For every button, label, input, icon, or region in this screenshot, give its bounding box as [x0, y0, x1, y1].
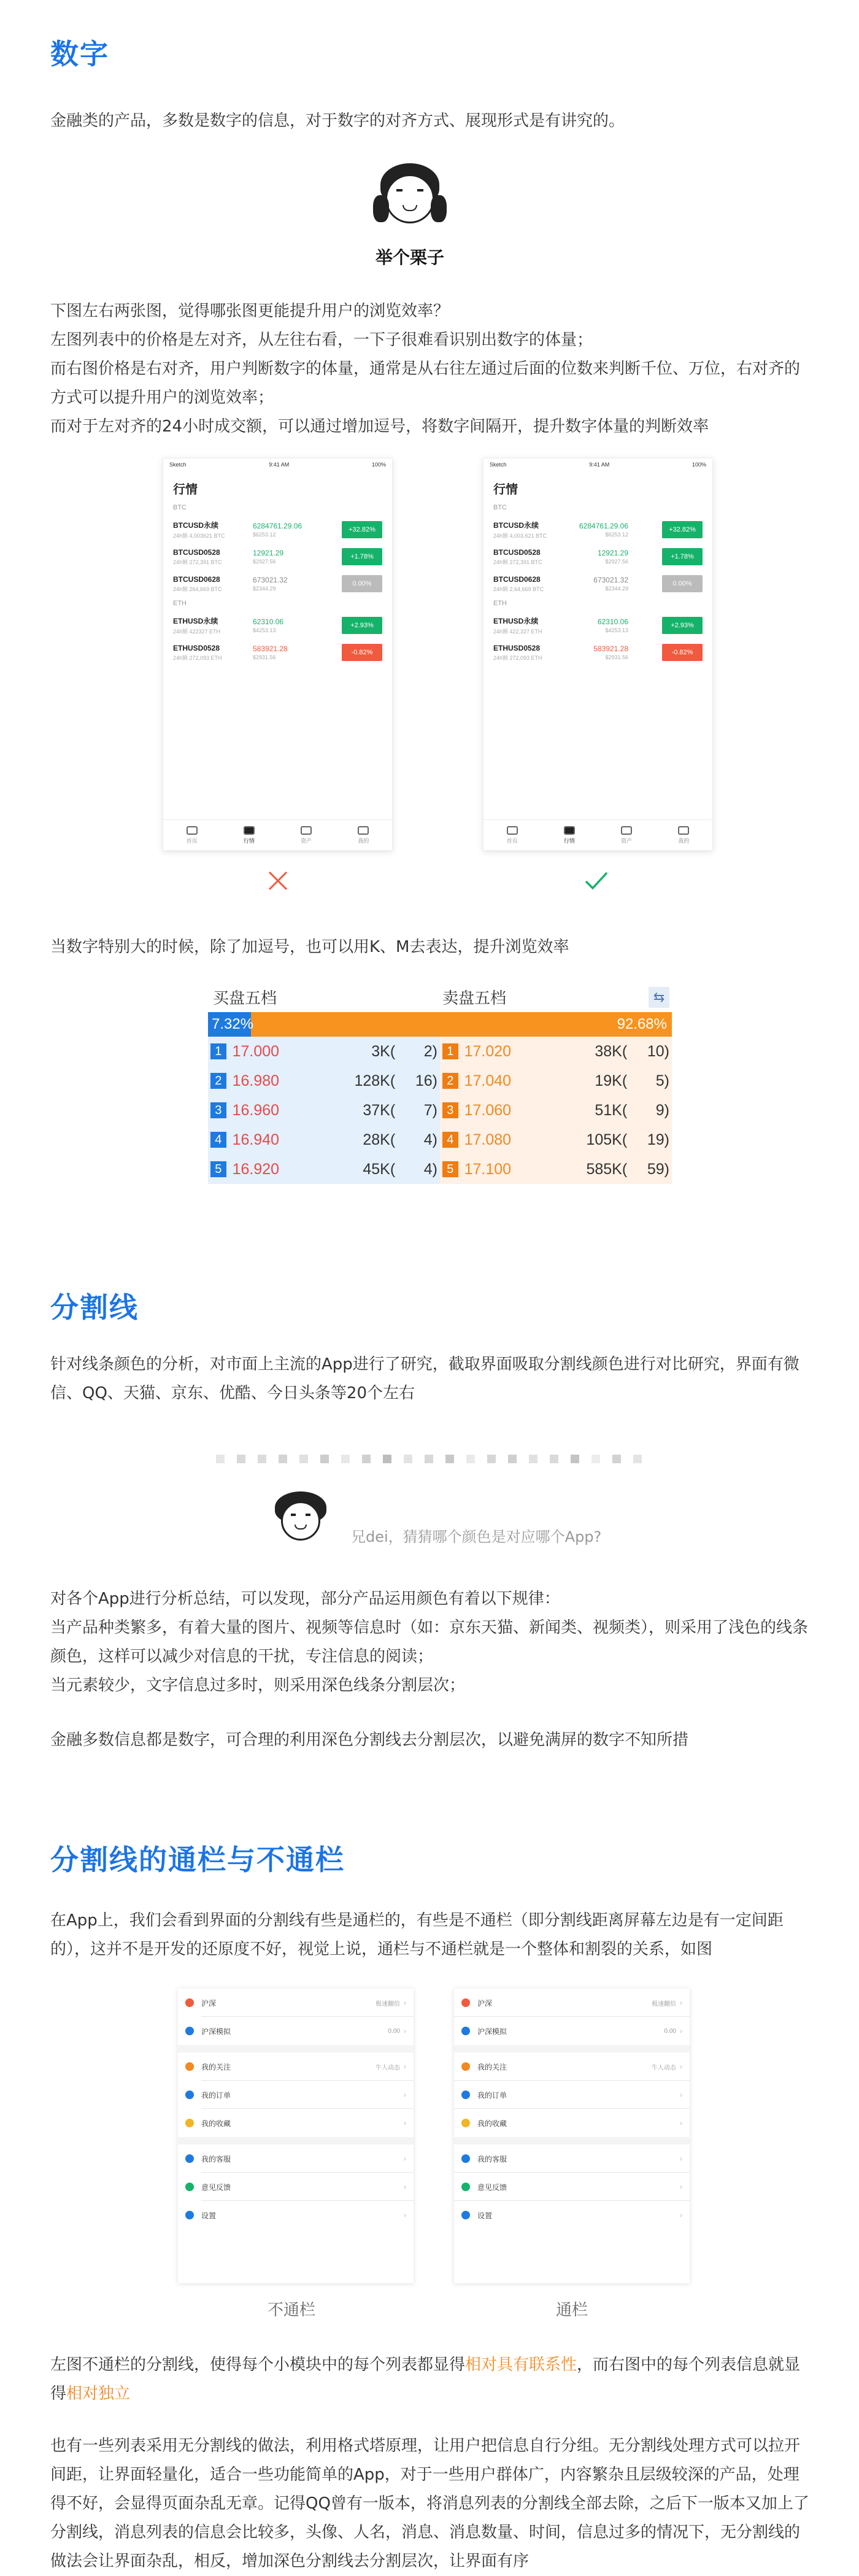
- level-volume: 585K(: [586, 1160, 628, 1178]
- market-row[interactable]: [483, 639, 712, 666]
- level-volume: 38K(: [595, 1042, 628, 1060]
- list-item[interactable]: [454, 2017, 690, 2045]
- buy-level-row: [208, 1125, 440, 1155]
- menu-icon: [461, 2062, 470, 2071]
- chevron-right-icon: ›: [680, 1998, 682, 2007]
- market-row[interactable]: [163, 570, 392, 597]
- home-icon: [187, 826, 198, 835]
- buy-title: 买盘五档: [213, 989, 277, 1007]
- menu-icon: [461, 2211, 470, 2219]
- section3-para2: [50, 2351, 811, 2408]
- color-swatch: [487, 1455, 496, 1463]
- chevron-right-icon: ›: [680, 2091, 682, 2099]
- menu-icon: [185, 2091, 194, 2099]
- level-price: 17.040: [464, 1072, 512, 1089]
- change-badge: +1.78%: [662, 548, 703, 565]
- contract-name: BTCUSD0528: [173, 547, 220, 557]
- level-volume: 105K(: [586, 1131, 628, 1148]
- list-mockup-inset-dividers: [178, 1989, 414, 2283]
- menu-icon: [461, 2183, 470, 2191]
- tab-label: 资产: [621, 837, 633, 844]
- chart-icon: [564, 826, 575, 835]
- contract-name: BTCUSD0528: [493, 547, 541, 557]
- change-badge: +32.82%: [342, 521, 382, 538]
- change-badge: +32.82%: [662, 521, 703, 538]
- contract-name: ETHUSD0528: [173, 643, 220, 652]
- color-swatch: [591, 1455, 600, 1463]
- price: 12921.29: [253, 549, 284, 557]
- chevron-right-icon: ›: [680, 2211, 682, 2219]
- level-volume: 128K(: [354, 1072, 396, 1089]
- color-swatch: [571, 1455, 579, 1463]
- list-item[interactable]: [178, 2201, 414, 2229]
- section-title-divider: 分割线: [50, 1291, 139, 1324]
- section2-conclusion: 金融多数信息都是数字，可合理的利用深色分割线去分割层次，以避免满屏的数字不知所措: [50, 1731, 689, 1749]
- list-item[interactable]: [178, 2145, 414, 2173]
- section1-para: 而右图价格是右对齐，用户判断数字的体量，通常是从右往左通过后面的位数来判断千位、万位，右对齐的方式可以提升用户的浏览效率；: [50, 360, 801, 407]
- level-price: 17.080: [464, 1131, 512, 1148]
- list-item-value: 极速翻倍: [652, 2000, 676, 2008]
- price: 62310.06: [597, 617, 628, 626]
- tab-home[interactable]: [507, 826, 518, 845]
- status-bar: [483, 458, 712, 472]
- level-volume: 51K(: [595, 1101, 628, 1119]
- volume-24h: 24h额 272,093 ETH: [173, 654, 222, 661]
- chevron-right-icon: ›: [680, 2154, 682, 2163]
- menu-icon: [461, 2027, 470, 2035]
- section-label: BTC: [173, 504, 187, 511]
- list-item-value: 0.00: [388, 2027, 400, 2035]
- chevron-right-icon: ›: [680, 2027, 682, 2035]
- market-row[interactable]: [163, 639, 392, 666]
- level-price: 16.920: [232, 1160, 280, 1178]
- price: 673021.32: [253, 576, 288, 584]
- color-swatch: [299, 1455, 308, 1463]
- volume-24h: 24h额 272,391 BTC: [493, 559, 542, 565]
- change-badge: 0.00%: [342, 575, 382, 592]
- group-gap: [178, 2045, 414, 2052]
- menu-icon: [185, 2062, 194, 2071]
- contract-name: BTCUSD0628: [493, 574, 541, 584]
- list-item-label: 我的关注: [477, 2062, 507, 2071]
- list-item[interactable]: [454, 2145, 690, 2173]
- volume-24h: 24h额 272,391 BTC: [173, 559, 222, 565]
- price-usd: $2931.56: [605, 654, 628, 660]
- list-item-label: 我的关注: [201, 2062, 231, 2071]
- list-item-label: 设置: [201, 2211, 217, 2220]
- list-item-value: 0.00: [664, 2027, 676, 2035]
- level-num: 4: [442, 1132, 458, 1148]
- contract-name: BTCUSD永续: [493, 521, 539, 530]
- volume-24h: 24h额 2,64,669 BTC: [493, 586, 544, 592]
- color-swatch: [612, 1455, 621, 1463]
- tab-label: 我的: [358, 837, 369, 844]
- change-badge: -0.82%: [342, 644, 382, 661]
- price-usd: $2344.29: [253, 586, 276, 592]
- tab-home[interactable]: [187, 826, 198, 845]
- tab-label: 资产: [301, 837, 312, 844]
- highlight-text: 相对独立: [66, 2385, 131, 2403]
- color-swatch: [216, 1455, 225, 1463]
- menu-icon: [461, 2119, 470, 2127]
- color-swatch: [341, 1455, 350, 1463]
- section2-para: 当产品种类繁多，有着大量的图片、视频等信息时（如：京东天猫、新闻类、视频类），则采用了浅色的线条颜色，这样可以减少对信息的干扰，专注信息的阅读；: [50, 1619, 809, 1666]
- contract-name: BTCUSD永续: [173, 521, 218, 530]
- sell-side: [440, 1037, 672, 1184]
- chevron-right-icon: ›: [404, 2062, 406, 2071]
- buy-level-row: [208, 1155, 440, 1184]
- price-usd: $2927.56: [605, 559, 628, 565]
- order-book-header: [208, 982, 672, 1012]
- level-num: 3: [210, 1102, 226, 1118]
- section1-para: 下图左右两张图，觉得哪张图更能提升用户的浏览效率？: [50, 302, 450, 320]
- section1-paragraphs: [50, 297, 811, 441]
- phone-mockup-right-aligned: [483, 458, 713, 851]
- buy-level-row: [208, 1066, 440, 1096]
- level-num: 1: [442, 1043, 458, 1059]
- market-row[interactable]: [163, 612, 392, 639]
- level-num: 2: [210, 1073, 226, 1089]
- level-num: 5: [442, 1161, 458, 1177]
- section-label: BTC: [493, 504, 507, 511]
- color-swatch: [404, 1455, 412, 1463]
- contract-name: ETHUSD永续: [173, 617, 218, 625]
- price: 583921.28: [253, 644, 288, 653]
- divider-color-swatches: [216, 1455, 642, 1463]
- list-item[interactable]: [454, 1989, 690, 2017]
- buy-level-row: [208, 1037, 440, 1066]
- check-icon: [584, 870, 609, 891]
- change-badge: -0.82%: [662, 644, 703, 661]
- market-row[interactable]: [483, 612, 712, 639]
- change-badge: +2.93%: [662, 617, 703, 634]
- contract-name: ETHUSD0528: [493, 643, 541, 652]
- speech-bubble: 兄dei，猜猜哪个颜色是对应哪个App?: [351, 1528, 602, 1545]
- section1-para: 左图列表中的价格是左对齐，从左往右看，一下子很难看识别出数字的体量；: [50, 331, 593, 349]
- list-item-value: 极速翻倍: [376, 2000, 400, 2008]
- color-swatch: [362, 1455, 371, 1463]
- tab-bar: [163, 819, 392, 850]
- list-item-label: 我的订单: [201, 2091, 231, 2100]
- sell-level-row: [440, 1066, 672, 1096]
- para-text: ，而右图中的每个列表信息就显得: [50, 2356, 801, 2403]
- buy-side: [208, 1037, 440, 1184]
- color-swatch: [529, 1455, 537, 1463]
- level-price: 16.960: [232, 1101, 280, 1119]
- level-count: 2): [423, 1042, 438, 1060]
- list-item[interactable]: [454, 2052, 690, 2081]
- market-row[interactable]: [163, 516, 392, 543]
- level-num: 3: [442, 1102, 458, 1118]
- menu-icon: [461, 1998, 470, 2007]
- color-swatch: [320, 1455, 329, 1463]
- volume-24h: 24h额 272,093 ETH: [493, 654, 542, 661]
- cross-icon: [268, 870, 288, 891]
- chevron-right-icon: ›: [404, 2027, 406, 2035]
- color-swatch: [466, 1455, 475, 1463]
- color-swatch: [425, 1455, 433, 1463]
- list-item-label: 我的订单: [477, 2091, 507, 2100]
- tab-bar: [483, 819, 712, 850]
- para-text: 左图不通栏的分割线，使得每个小模块中的每个列表都显得: [50, 2356, 466, 2374]
- price-usd: $2344.29: [605, 586, 628, 592]
- color-swatch: [508, 1455, 517, 1463]
- list-item-label: 沪深模拟: [201, 2027, 231, 2036]
- market-row[interactable]: [483, 516, 712, 543]
- level-price: 17.000: [232, 1042, 280, 1060]
- price: 62310.06: [253, 617, 284, 626]
- tab-assets[interactable]: [301, 826, 312, 845]
- sell-level-row: [440, 1096, 672, 1125]
- section3-intro: 在App上，我们会看到界面的分割线有些是通栏的，有些是不通栏（即分割线距离屏幕左边是有一定间距的），这并不是开发的还原度不好，视觉上说，通栏与不通栏就是一个整体和割裂的关系，如图: [50, 1911, 784, 1959]
- price: 12921.29: [597, 549, 628, 557]
- chevron-right-icon: ›: [680, 2062, 682, 2071]
- list-item[interactable]: [178, 2173, 414, 2201]
- price: 583921.28: [593, 644, 628, 653]
- section2-para: 当元素较少，文字信息过多时，则采用深色线条分割层次；: [50, 1676, 466, 1695]
- section3-para3: 也有一些列表采用无分割线的做法，利用格式塔原理，让用户把信息自行分组。无分割线处理方式可以拉开间距，让界面轻量化，适合一些功能简单的App，对于一些用户群体广，内容繁杂且层级较深的产品，处理得不好，会显得页面杂乱无章。记得QQ曾有一版本，将消息列表的分割线全部去除，之后下一版本又加上了分割线，消息列表的信息会比较多，头像、人名，消息、消息数量、时间，信息过多的情况下，无分割线的做法会让界面杂乱，相反，增加深色分割线去分割层次，让界面有序: [50, 2437, 809, 2570]
- section2-paragraphs: [50, 1585, 811, 1700]
- list-item[interactable]: [454, 2081, 690, 2109]
- list-item[interactable]: [178, 1989, 414, 2017]
- level-volume: 45K(: [363, 1160, 396, 1178]
- chevron-right-icon: ›: [404, 1998, 406, 2007]
- list-item-label: 我的收藏: [477, 2119, 507, 2128]
- tab-label: 首页: [506, 837, 518, 844]
- market-row[interactable]: [483, 543, 712, 570]
- level-count: 16): [415, 1072, 438, 1089]
- meme-illustration: [367, 158, 453, 269]
- list-item-label: 沪深: [201, 1998, 217, 2008]
- level-price: 16.980: [232, 1072, 280, 1089]
- level-price: 17.100: [464, 1160, 512, 1178]
- volume-24h: 24h额 4,003621 BTC: [173, 533, 225, 539]
- wallet-icon: [301, 826, 312, 835]
- list-item-label: 我的收藏: [201, 2119, 231, 2128]
- chevron-right-icon: ›: [404, 2183, 406, 2191]
- tab-me[interactable]: [678, 826, 689, 845]
- volume-24h: 24h额 264,669 BTC: [173, 586, 222, 592]
- list-item[interactable]: [178, 2017, 414, 2045]
- color-swatch: [445, 1455, 454, 1463]
- status-time: 9:41 AM: [269, 462, 290, 468]
- level-count: 7): [423, 1101, 438, 1119]
- list-item[interactable]: [454, 2173, 690, 2201]
- tab-label: 行情: [563, 837, 575, 844]
- level-count: 10): [647, 1042, 670, 1060]
- price-usd: $2931.56: [253, 654, 276, 660]
- status-carrier: Sketch: [169, 462, 187, 468]
- section-label: ETH: [173, 600, 187, 607]
- market-row[interactable]: [483, 570, 712, 597]
- color-swatch: [237, 1455, 245, 1463]
- list-item-label: 沪深模拟: [477, 2027, 507, 2036]
- buy-ratio: 7.32%: [208, 1012, 251, 1037]
- level-num: 4: [210, 1132, 226, 1148]
- order-book: [208, 982, 672, 1215]
- level-count: 59): [647, 1160, 670, 1178]
- menu-icon: [185, 2183, 194, 2191]
- menu-icon: [461, 2154, 470, 2163]
- change-badge: +1.78%: [342, 548, 382, 565]
- sell-title: 卖盘五档: [442, 989, 507, 1007]
- menu-icon: [185, 2119, 194, 2127]
- screen-title: 行情: [173, 483, 198, 497]
- chevron-right-icon: ›: [680, 2119, 682, 2127]
- color-swatch: [258, 1455, 266, 1463]
- section-title-fullwidth-divider: 分割线的通栏与不通栏: [50, 1843, 345, 1876]
- meme-caption: 举个栗子: [375, 247, 444, 268]
- level-num: 5: [210, 1161, 226, 1177]
- sell-level-row: [440, 1125, 672, 1155]
- section-title-numbers: 数字: [50, 37, 109, 71]
- tab-market[interactable]: [564, 826, 575, 845]
- list-item-value: 牛人动态: [652, 2064, 676, 2071]
- menu-icon: [461, 2091, 470, 2099]
- user-icon: [358, 826, 369, 835]
- list-item-label: 我的客服: [201, 2154, 231, 2164]
- list-item-label: 设置: [477, 2211, 493, 2220]
- meme-illustration: [270, 1488, 331, 1549]
- tab-assets[interactable]: [621, 826, 632, 845]
- chevron-right-icon: ›: [404, 2091, 406, 2099]
- phone-mockup-left-aligned: [163, 458, 393, 851]
- level-count: 5): [655, 1072, 670, 1089]
- level-num: 2: [442, 1073, 458, 1089]
- list-item-label: 意见反馈: [201, 2183, 231, 2192]
- user-icon: [678, 826, 689, 835]
- list-mockup-fullwidth-dividers: [454, 1989, 690, 2283]
- price-usd: $4253.13: [605, 627, 628, 633]
- buy-level-row: [208, 1096, 440, 1125]
- list-item-value: 牛人动态: [376, 2064, 400, 2071]
- status-battery: 100%: [691, 462, 706, 468]
- menu-icon: [185, 2154, 194, 2163]
- section2-para: 对各个App进行分析总结，可以发现，部分产品运用颜色有着以下规律：: [50, 1590, 560, 1608]
- list-item[interactable]: [454, 2109, 690, 2137]
- group-gap: [454, 2137, 690, 2145]
- tab-me[interactable]: [358, 826, 369, 845]
- color-swatch: [279, 1455, 287, 1463]
- group-gap: [454, 2045, 690, 2052]
- contract-name: ETHUSD永续: [493, 617, 539, 625]
- wallet-icon: [621, 826, 632, 835]
- tab-label: 行情: [243, 837, 255, 844]
- level-volume: 37K(: [363, 1101, 396, 1119]
- section1-para: 而对于左对齐的24小时成交额，可以通过增加逗号，将数字间隔开，提升数字体量的判断效率: [50, 417, 709, 436]
- price-usd: $4253.13: [253, 627, 276, 633]
- sell-ratio: 92.68%: [617, 1016, 667, 1032]
- level-price: 16.940: [232, 1131, 280, 1148]
- highlight-text: 相对具有联系性: [465, 2356, 577, 2374]
- status-bar: [163, 458, 392, 472]
- tab-market[interactable]: [244, 826, 255, 845]
- switch-icon[interactable]: ⇆: [649, 987, 669, 1008]
- level-price: 17.060: [464, 1101, 512, 1119]
- sell-level-row: [440, 1037, 672, 1066]
- list-item-label: 我的客服: [477, 2154, 507, 2164]
- list-item[interactable]: [454, 2201, 690, 2229]
- status-time: 9:41 AM: [589, 462, 610, 468]
- price: 6284761.29.06: [253, 522, 302, 530]
- status-carrier: Sketch: [490, 462, 507, 468]
- sell-level-row: [440, 1155, 672, 1184]
- color-swatch: [550, 1455, 558, 1463]
- buy-sell-ratio-bar: [208, 1012, 672, 1037]
- color-swatch: [383, 1455, 391, 1463]
- price-usd: $2927.56: [253, 559, 276, 565]
- chevron-right-icon: ›: [404, 2119, 406, 2127]
- price-usd: $6253.12: [253, 532, 276, 538]
- level-num: 1: [210, 1043, 226, 1059]
- level-volume: 19K(: [595, 1072, 628, 1089]
- list-item[interactable]: [178, 2052, 414, 2081]
- section1-intro: 金融类的产品，多数是数字的信息，对于数字的对齐方式、展现形式是有讲究的。: [50, 112, 625, 130]
- level-count: 4): [423, 1131, 438, 1148]
- contract-name: BTCUSD0628: [173, 574, 220, 584]
- group-gap: [178, 2137, 414, 2145]
- list-item-label: 沪深: [477, 1998, 493, 2008]
- section2-intro: 针对线条颜色的分析，对市面上主流的App进行了研究，截取界面吸取分割线颜色进行对比研究，界面有微信、QQ、天猫、京东、优酷、今日头条等20个左右: [50, 1355, 799, 1402]
- tab-label: 我的: [678, 837, 690, 844]
- list-item-label: 意见反馈: [477, 2183, 507, 2192]
- price: 673021.32: [593, 576, 628, 584]
- chevron-right-icon: ›: [404, 2154, 406, 2163]
- screen-title: 行情: [493, 483, 518, 497]
- section-label: ETH: [493, 600, 507, 607]
- section1-after-phones: 当数字特别大的时候，除了加逗号，也可以用K、M去表达，提升浏览效率: [50, 938, 569, 956]
- list-item[interactable]: [178, 2109, 414, 2137]
- level-count: 19): [647, 1131, 670, 1148]
- market-row[interactable]: [163, 543, 392, 570]
- price: 6284761.29.06: [579, 522, 628, 530]
- chevron-right-icon: ›: [404, 2211, 406, 2219]
- volume-24h: 24h额 422327 ETH: [173, 629, 221, 635]
- caption-fullwidth: 通栏: [556, 2301, 588, 2319]
- status-battery: 100%: [371, 462, 386, 468]
- change-badge: 0.00%: [662, 575, 703, 592]
- level-volume: 28K(: [363, 1131, 396, 1148]
- list-item[interactable]: [178, 2081, 414, 2109]
- level-count: 9): [655, 1101, 670, 1119]
- price-usd: $6253.12: [605, 532, 628, 538]
- change-badge: +2.93%: [342, 617, 382, 634]
- menu-icon: [185, 2211, 194, 2219]
- home-icon: [507, 826, 518, 835]
- level-count: 4): [423, 1160, 438, 1178]
- chart-icon: [244, 826, 255, 835]
- caption-inset: 不通栏: [268, 2301, 316, 2319]
- volume-24h: 24h额 422,327 ETH: [493, 629, 542, 635]
- menu-icon: [185, 2027, 194, 2035]
- level-volume: 3K(: [371, 1042, 396, 1060]
- menu-icon: [185, 1998, 194, 2007]
- color-swatch: [633, 1455, 642, 1463]
- level-price: 17.020: [464, 1042, 512, 1060]
- chevron-right-icon: ›: [680, 2183, 682, 2191]
- tab-label: 首页: [186, 837, 198, 844]
- volume-24h: 24h额 4,003,621 BTC: [493, 533, 547, 539]
